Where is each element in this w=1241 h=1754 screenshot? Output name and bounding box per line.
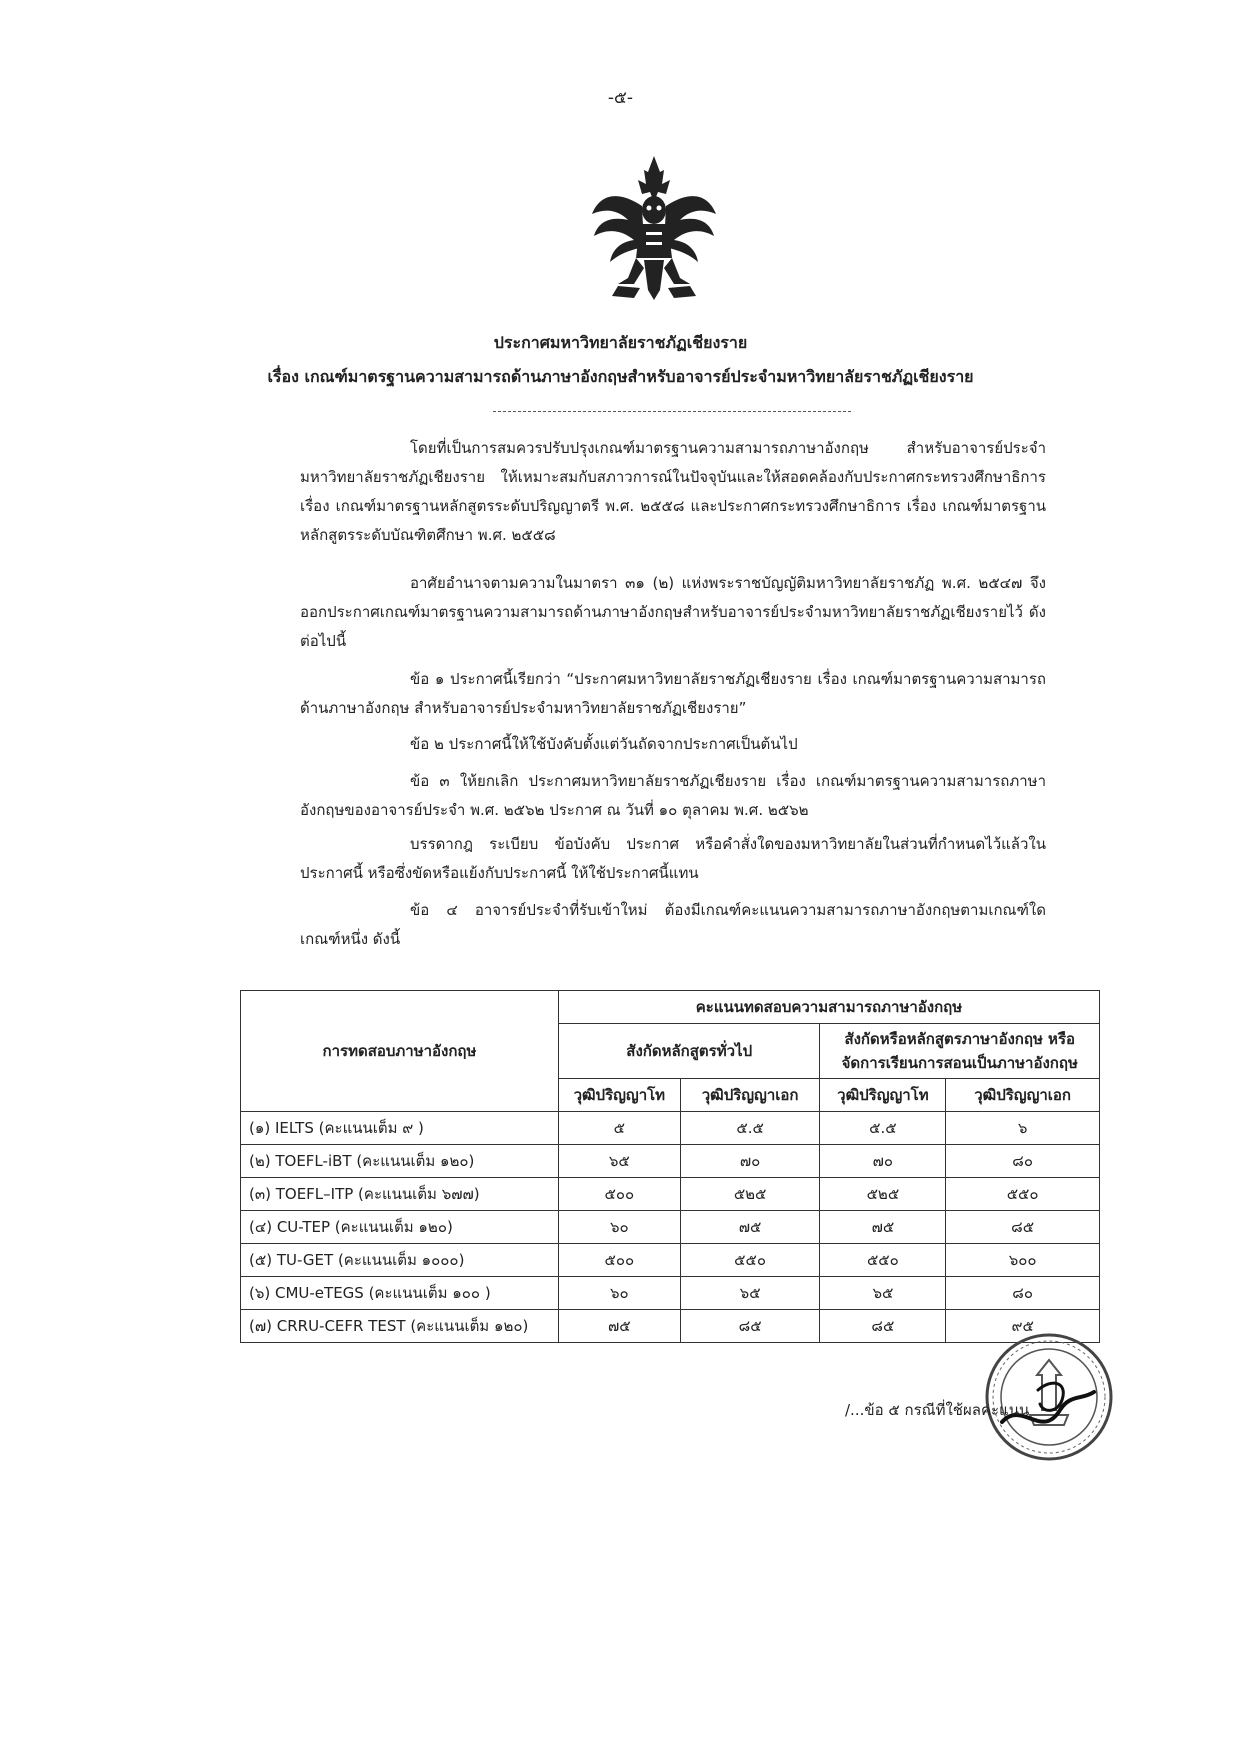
header-degree-master: วุฒิปริญญาโท (820, 1079, 946, 1112)
table-row (241, 1211, 1100, 1244)
test-name: (๔) CU-TEP (คะแนนเต็ม ๑๒๐) (241, 1211, 559, 1244)
continuation-note: /...ข้อ ๕ กรณีที่ใช้ผลคะแนน (845, 1401, 1030, 1419)
score-cell: ๕.๕ (680, 1112, 820, 1145)
paragraph-text: อาศัยอำนาจตามความในมาตรา ๓๑ (๒) แห่งพระราชบัญญัติมหาวิทยาลัยราชภัฏ พ.ศ. ๒๕๔๗ จึงออกประกาศเกณฑ์มาตรฐานความสามารถด้านภาษาอังกฤษสำหรับอาจารย์ประจำมหาวิทยาลัยราชภัฏเชียงรายไว้ ดังต่อไปนี้ (300, 574, 1046, 650)
paragraph-text: โดยที่เป็นการสมควรปรับปรุงเกณฑ์มาตรฐานความสามารถภาษาอังกฤษ สำหรับอาจารย์ประจำมหาวิทยาลัยราชภัฏเชียงราย ให้เหมาะสมกับสภาวการณ์ในปัจจุบันและให้สอดคล้องกับประกาศกระทรวงศึกษาธิการ เรื่อง เกณฑ์มาตรฐานหลักสูตรระดับปริญญาตรี พ.ศ. ๒๕๕๘ และประกาศกระทรวงศึกษาธิการ เรื่อง เกณฑ์มาตรฐานหลักสูตรระดับบัณฑิตศึกษา พ.ศ. ๒๕๕๘ (300, 439, 1046, 544)
score-cell: ๗๐ (820, 1145, 946, 1178)
university-seal-stamp (982, 1330, 1116, 1464)
score-cell: ๕.๕ (820, 1112, 946, 1145)
score-cell: ๘๕ (946, 1211, 1100, 1244)
score-cell: ๕๐๐ (558, 1178, 680, 1211)
paragraph-authority (300, 569, 1046, 656)
header-test-column: การทดสอบภาษาอังกฤษ (241, 991, 559, 1112)
header-degree-doctor: วุฒิปริญญาเอก (680, 1079, 820, 1112)
paragraph-text: ข้อ ๓ ให้ยกเลิก ประกาศมหาวิทยาลัยราชภัฏเชียงราย เรื่อง เกณฑ์มาตรฐานความสามารถภาษาอังกฤษของอาจารย์ประจำ พ.ศ. ๒๕๖๒ ประกาศ ณ วันที่ ๑๐ ตุลาคม พ.ศ. ๒๕๖๒ (300, 772, 1046, 819)
header-group-general: สังกัดหลักสูตรทั่วไป (558, 1024, 820, 1079)
table-row (241, 1277, 1100, 1310)
table-row (241, 1145, 1100, 1178)
test-name: (๑) IELTS (คะแนนเต็ม ๙ ) (241, 1112, 559, 1145)
test-name: (๕) TU-GET (คะแนนเต็ม ๑๐๐๐) (241, 1244, 559, 1277)
score-cell: ๖๐ (558, 1277, 680, 1310)
paragraph-clause-1 (300, 665, 1046, 723)
score-cell: ๘๕ (820, 1310, 946, 1343)
announcement-title: ประกาศมหาวิทยาลัยราชภัฏเชียงราย (493, 333, 748, 352)
announcement-subject: เรื่อง เกณฑ์มาตรฐานความสามารถด้านภาษาอังกฤษสำหรับอาจารย์ประจำมหาวิทยาลัยราชภัฏเชียงราย (267, 367, 974, 386)
score-cell: ๕ (558, 1112, 680, 1145)
table-row (241, 1310, 1100, 1343)
header-group-english: สังกัดหรือหลักสูตรภาษาอังกฤษ หรือจัดการเรียนการสอนเป็นภาษาอังกฤษ (820, 1024, 1100, 1079)
paragraph-text: บรรดากฎ ระเบียบ ข้อบังคับ ประกาศ หรือคำสั่งใดของมหาวิทยาลัยในส่วนที่กำหนดไว้แล้วในประกาศนี้ หรือซึ่งขัดหรือแย้งกับประกาศนี้ ให้ใช้ประกาศนี้แทน (300, 835, 1046, 882)
score-cell: ๕๒๕ (820, 1178, 946, 1211)
score-cell: ๖๕ (680, 1277, 820, 1310)
table-row (241, 1178, 1100, 1211)
score-cell: ๘๕ (680, 1310, 820, 1343)
table-row (241, 1244, 1100, 1277)
score-cell: ๖ (946, 1112, 1100, 1145)
score-cell: ๗๐ (680, 1145, 820, 1178)
paragraph-text: ข้อ ๑ ประกาศนี้เรียกว่า “ประกาศมหาวิทยาลัยราชภัฏเชียงราย เรื่อง เกณฑ์มาตรฐานความสามารถด้านภาษาอังกฤษ สำหรับอาจารย์ประจำมหาวิทยาลัยราชภัฏเชียงราย” (300, 670, 1046, 717)
score-cell: ๗๕ (680, 1211, 820, 1244)
garuda-emblem (588, 150, 720, 312)
test-name: (๒) TOEFL-iBT (คะแนนเต็ม ๑๒๐) (241, 1145, 559, 1178)
table-row (241, 1112, 1100, 1145)
score-cell: ๕๕๐ (820, 1244, 946, 1277)
score-cell: ๘๐ (946, 1145, 1100, 1178)
paragraph-clause-3 (300, 767, 1046, 825)
test-name: (๓) TOEFL–ITP (คะแนนเต็ม ๖๗๗) (241, 1178, 559, 1211)
score-cell: ๙๕ (946, 1310, 1100, 1343)
paragraph-clause-2 (300, 730, 1046, 759)
score-cell: ๕๒๕ (680, 1178, 820, 1211)
score-cell: ๖๕ (558, 1145, 680, 1178)
table-header-row (241, 991, 1100, 1024)
paragraph-text: ข้อ ๒ ประกาศนี้ให้ใช้บังคับตั้งแต่วันถัดจากประกาศเป็นต้นไป (410, 735, 798, 753)
score-cell: ๕๕๐ (680, 1244, 820, 1277)
paragraph-text: ข้อ ๔ อาจารย์ประจำที่รับเข้าใหม่ ต้องมีเกณฑ์คะแนนความสามารถภาษาอังกฤษตามเกณฑ์ใดเกณฑ์หนึ่ง ดังนี้ (300, 901, 1046, 948)
paragraph-clause-4 (300, 896, 1046, 954)
score-cell: ๖๕ (820, 1277, 946, 1310)
score-cell: ๘๐ (946, 1277, 1100, 1310)
score-cell: ๖๐ (558, 1211, 680, 1244)
score-cell: ๕๕๐ (946, 1178, 1100, 1211)
score-cell: ๕๐๐ (558, 1244, 680, 1277)
score-cell: ๖๐๐ (946, 1244, 1100, 1277)
english-score-table (240, 990, 1100, 1343)
header-degree-master: วุฒิปริญญาโท (558, 1079, 680, 1112)
paragraph-repeal (300, 830, 1046, 888)
header-score: คะแนนทดสอบความสามารถภาษาอังกฤษ (558, 991, 1099, 1024)
title-separator (493, 411, 851, 412)
score-cell: ๗๕ (558, 1310, 680, 1343)
page-number: -๕- (607, 88, 634, 108)
test-name: (๗) CRRU-CEFR TEST (คะแนนเต็ม ๑๒๐) (241, 1310, 559, 1343)
header-degree-doctor: วุฒิปริญญาเอก (946, 1079, 1100, 1112)
test-name: (๖) CMU-eTEGS (คะแนนเต็ม ๑๐๐ ) (241, 1277, 559, 1310)
score-cell: ๗๕ (820, 1211, 946, 1244)
paragraph-preamble (300, 434, 1046, 550)
